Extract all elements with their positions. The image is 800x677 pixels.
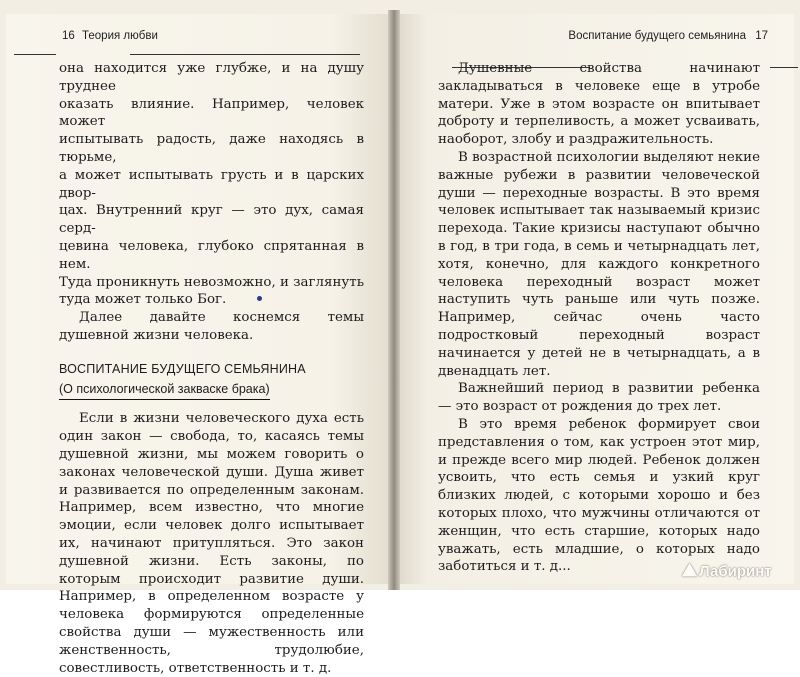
left-page-number: 16 xyxy=(62,30,75,42)
left-head-rule-long xyxy=(130,54,360,55)
left-running-title: Теория любви xyxy=(82,30,158,42)
ink-dot xyxy=(257,296,262,301)
left-text-line: цевина человека, глубоко спрятанная в нем. xyxy=(59,238,364,272)
section-heading-title: ВОСПИТАНИЕ БУДУЩЕГО СЕМЬЯНИНА xyxy=(59,361,306,376)
labirint-watermark-text: Лабиринт xyxy=(699,563,772,580)
left-paragraph-2: Далее давайте коснемся темы душевной жизни человека. xyxy=(59,310,364,343)
right-running-head xyxy=(455,30,770,48)
left-paragraph-3: Если в жизни человеческого духа есть один закон — свобода, то, касаясь темы душевной жизни, мы можем говорить о законах человеческой души. Душа живет и развивается по определенным законам. Например, всем известно, что многие эмоции, если человек долго испытывает их, начинают притупляться. Это закон душевной жизни. Есть законы, по которым происходит развитие души. Например, в определенном возрасте у человека формируются определенные свойства души — мужественность или женственность, трудолюбие, совестливость, ответственность и т. д. xyxy=(59,411,364,676)
left-text-line: оказать влияние. Например, человек может xyxy=(59,96,364,130)
right-running-title: Воспитание будущего семьянина xyxy=(568,30,746,42)
book-gutter xyxy=(388,10,400,590)
left-text-line: туда может только Бог. xyxy=(59,292,227,308)
left-text-line: испытывать радость, даже находясь в тюрьме, xyxy=(59,132,364,165)
left-page-body xyxy=(59,60,364,677)
right-page-body xyxy=(438,60,760,576)
section-heading-subtitle: (О психологической закваске брака) xyxy=(59,381,270,401)
right-paragraph-1: Душевные свойства начинают закладываться в человеке еще в утробе матери. Уже в этом возрасте он впитывает доброту и терпеливость, а может усваивать, наоборот, злобу и раздражительность. xyxy=(438,61,760,148)
right-paragraph-3: Важнейший период в развитии ребенка — это возраст от рождения до трех лет. xyxy=(438,381,760,415)
left-text-line: а может испытывать грусть и в царских двор- xyxy=(59,167,364,201)
right-head-rule-edge xyxy=(770,67,798,68)
right-page-number: 17 xyxy=(755,30,768,42)
right-paragraph-4: В это время ребенок формирует свои представления о том, как устроен этот мир, и прежде всего мир людей. Ребенок должен усвоить, что есть семья и узкий круг близких людей, с которыми хорошо и без которых плохо, что мужчины отличаются от женщин, что есть старшие, которых надо уважать, есть младшие, о которых надо заботиться и т. д... xyxy=(438,416,760,575)
labirint-watermark xyxy=(682,560,794,586)
left-head-rule-short xyxy=(14,54,56,55)
left-text-line: цах. Внутренний круг — это дух, самая серд- xyxy=(59,203,364,237)
left-running-head xyxy=(14,30,384,48)
left-text-line: она находится уже глубже, и на душу труднее xyxy=(59,61,364,94)
left-text-line: Туда проникнуть невозможно, и заглянуть xyxy=(59,274,364,290)
labirint-logo-icon: ⛰ xyxy=(682,560,698,580)
left-paragraph-1 xyxy=(59,60,364,309)
section-heading xyxy=(59,361,364,401)
right-paragraph-2: В возрастной психологии выделяют некие важные рубежи в развитии человеческой души — переходные возрасты. В это время человек испытывает так называемый кризис перехода. Такие кризисы наступают обычно в год, в три года, в семь и четырнадцать лет, хотя, конечно, для каждого конкретного человека переходный возраст может наступить чуть раньше или чуть позже. Например, сейчас очень часто подростковый переходный возраст начинается у детей не в четырнадцать, а в двенадцать лет. xyxy=(438,149,760,379)
